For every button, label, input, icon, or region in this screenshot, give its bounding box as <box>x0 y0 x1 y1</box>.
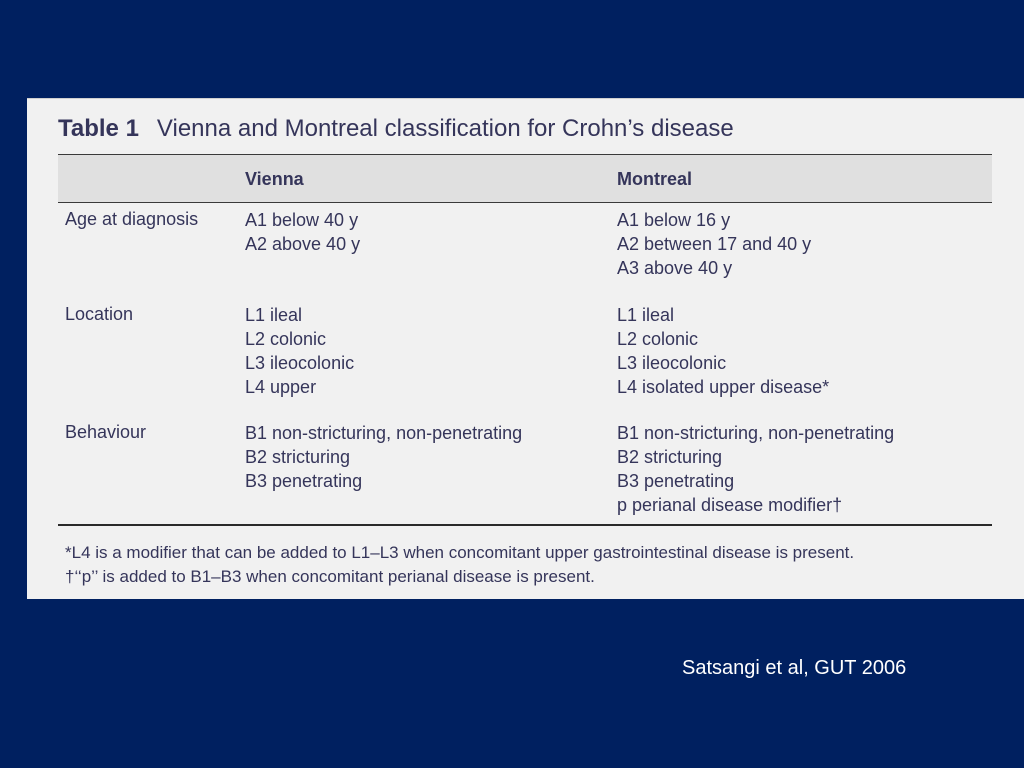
footnote: *L4 is a modifier that can be added to L1–L3 when concomitant upper gastrointestinal disease is present. <box>65 543 855 562</box>
cell-line: L2 colonic <box>245 329 327 349</box>
citation: Satsangi et al, GUT 2006 <box>682 657 907 679</box>
cell-line: A3 above 40 y <box>617 258 733 278</box>
cell-line: L1 ileal <box>617 305 675 325</box>
cell-montreal-age <box>617 208 987 280</box>
cell-vienna-age <box>245 208 605 256</box>
table-header-band <box>58 155 992 202</box>
cell-line: L1 ileal <box>245 305 303 325</box>
cell-line: B2 stricturing <box>617 447 723 467</box>
footnote: †‘‘p’’ is added to B1–B3 when concomitant perianal disease is present. <box>65 567 595 586</box>
table-bottom-rule <box>58 524 992 526</box>
classification-table <box>27 98 1024 599</box>
cell-line: L3 ileocolonic <box>245 353 355 373</box>
cell-vienna-location <box>245 303 605 399</box>
cell-line: L2 colonic <box>617 329 699 349</box>
cell-vienna-behaviour <box>245 421 605 493</box>
cell-line: A2 above 40 y <box>245 234 361 254</box>
cell-line: B2 stricturing <box>245 447 351 467</box>
cell-montreal-location <box>617 303 987 399</box>
row-label-location: Location <box>65 304 134 324</box>
row-label-behaviour: Behaviour <box>65 422 147 442</box>
cell-line: A1 below 16 y <box>617 210 731 230</box>
cell-line: L3 ileocolonic <box>617 353 727 373</box>
table-title-text: Vienna and Montreal classification for Crohn’s disease <box>156 115 734 142</box>
cell-line: A1 below 40 y <box>245 210 359 230</box>
row-label-age: Age at diagnosis <box>65 209 199 229</box>
cell-montreal-behaviour <box>617 421 987 517</box>
table-title <box>58 115 734 143</box>
table-footnotes <box>65 541 854 589</box>
column-header-vienna: Vienna <box>245 169 304 189</box>
cell-line: p perianal disease modifier† <box>617 495 843 515</box>
cell-line: B1 non-stricturing, non-penetrating <box>245 423 523 443</box>
cell-line: L4 upper <box>245 377 317 397</box>
table-header-rule <box>58 202 992 203</box>
cell-line: L4 isolated upper disease* <box>617 377 830 397</box>
cell-line: B1 non-stricturing, non-penetrating <box>617 423 895 443</box>
cell-line: B3 penetrating <box>245 471 363 491</box>
cell-line: A2 between 17 and 40 y <box>617 234 812 254</box>
column-header-montreal: Montreal <box>617 169 693 189</box>
cell-line: B3 penetrating <box>617 471 735 491</box>
table-number: Table 1 <box>58 115 139 142</box>
